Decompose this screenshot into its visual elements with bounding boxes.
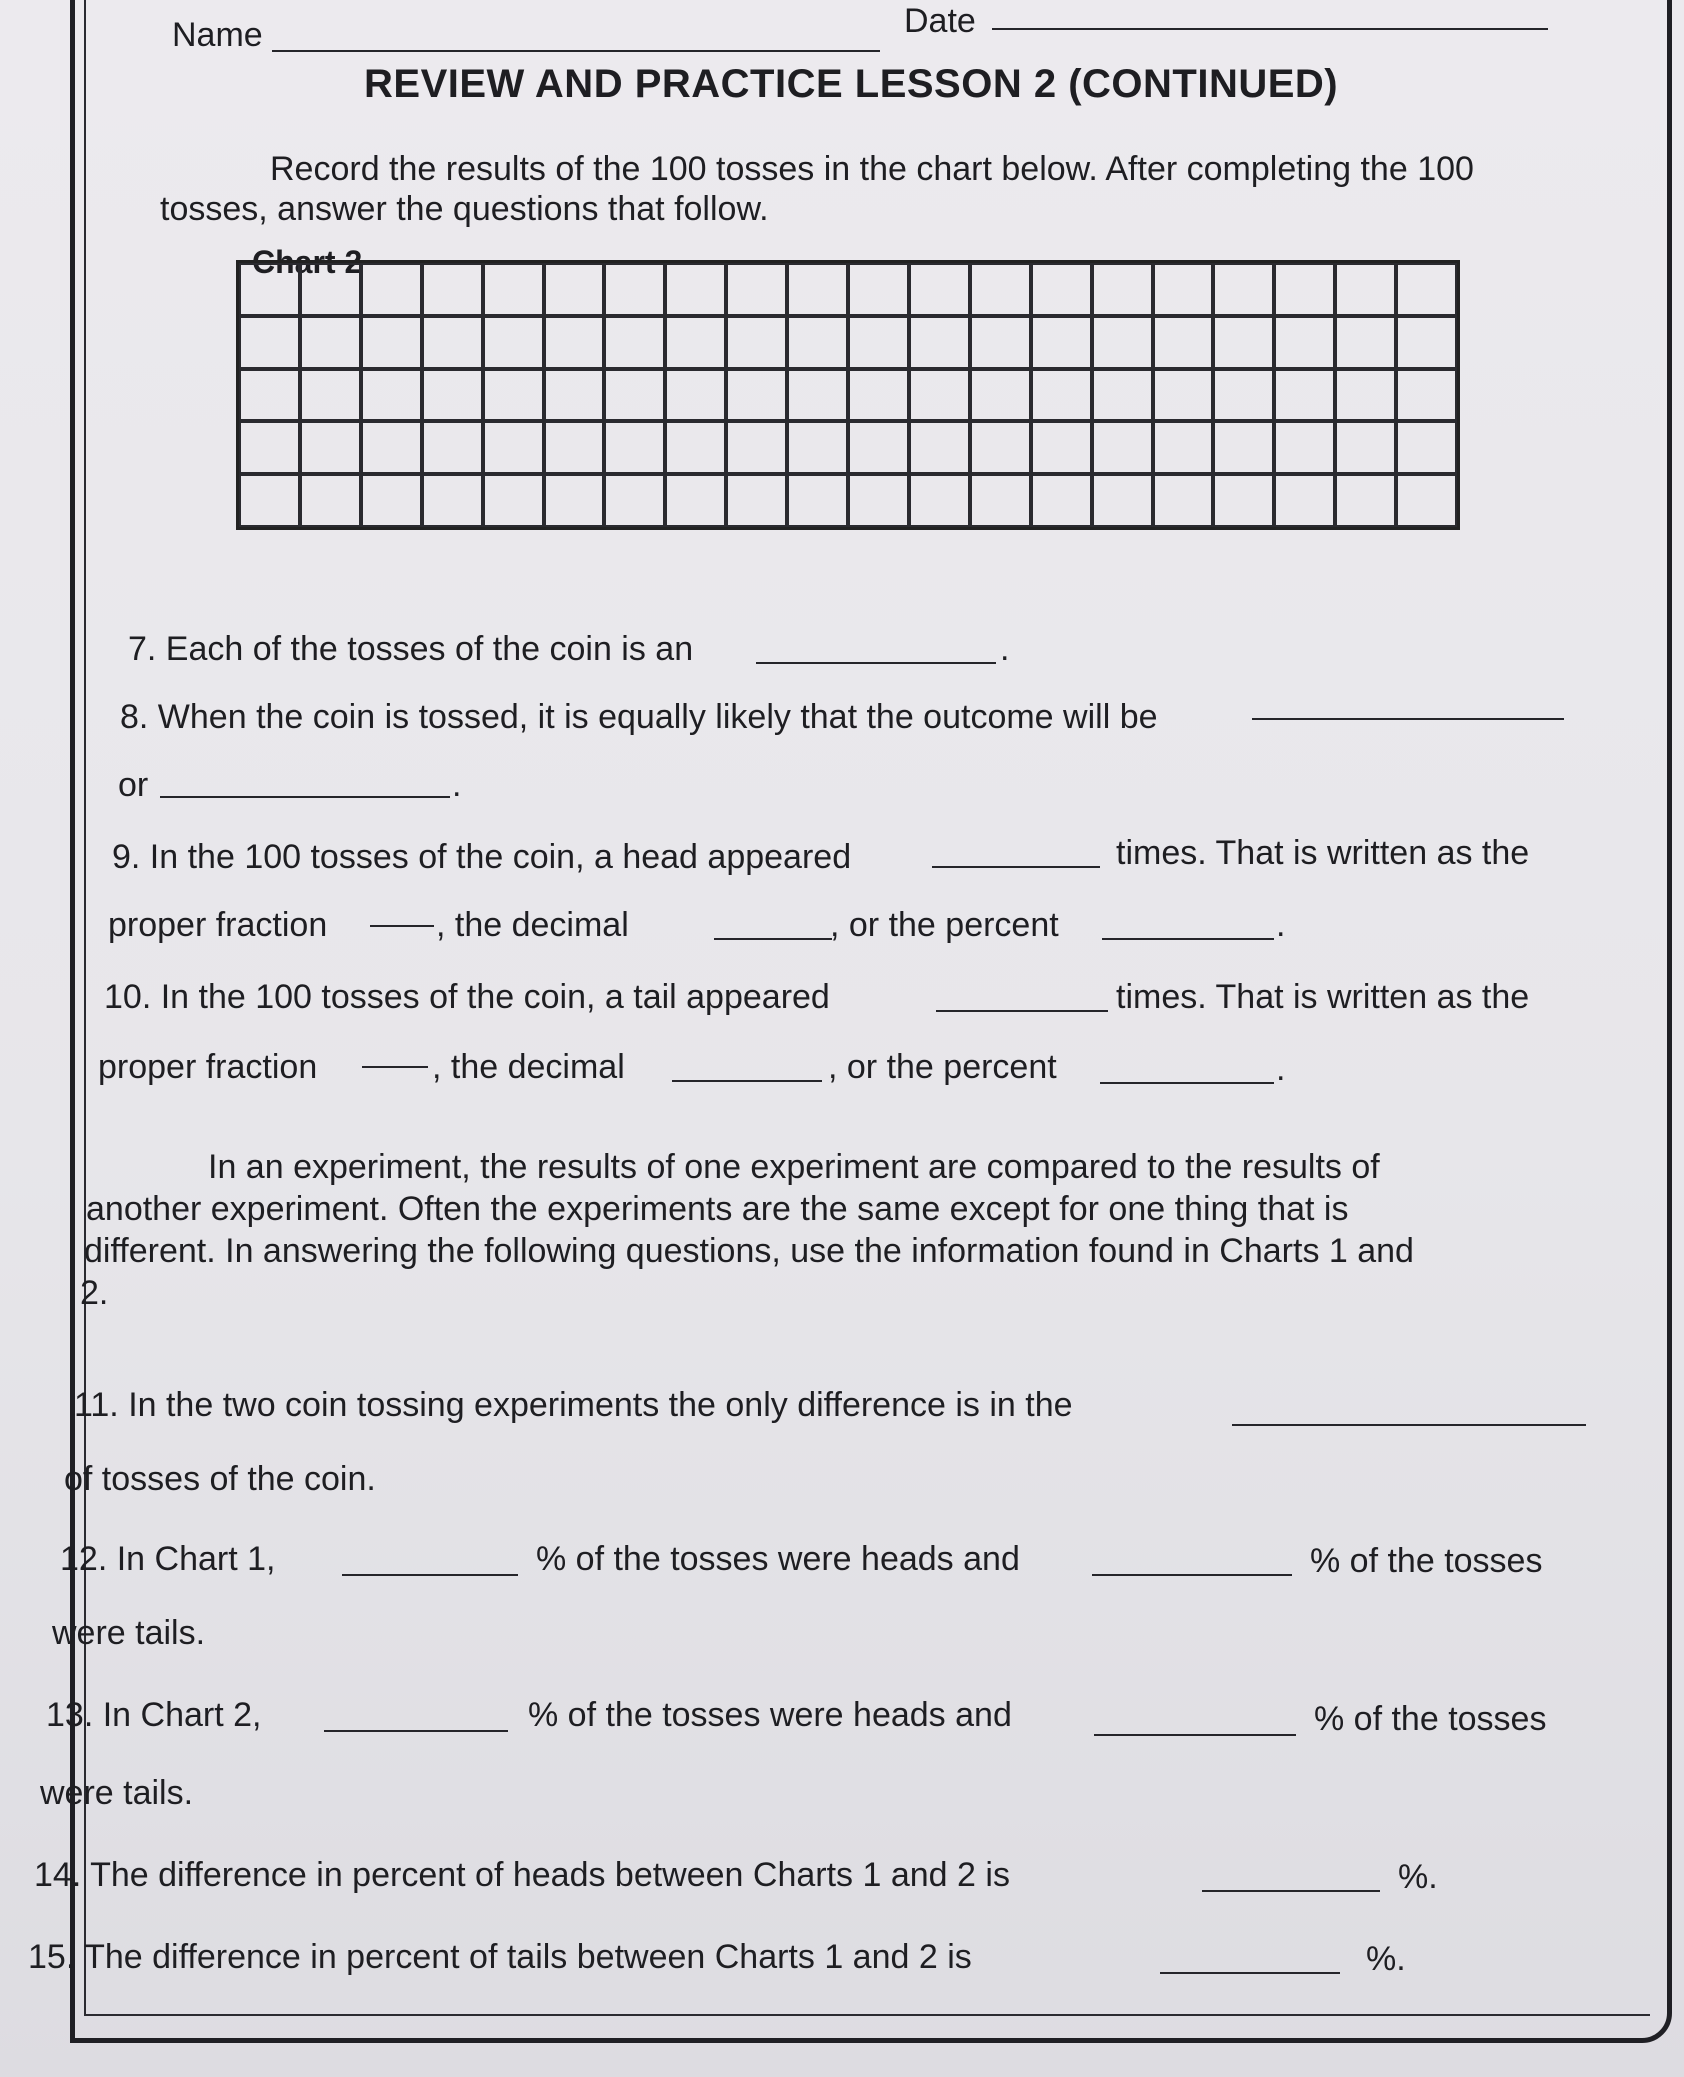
toss-cell[interactable]: [544, 369, 605, 422]
q9-percent-label: , or the percent: [830, 906, 1059, 944]
q11-answer-blank[interactable]: [1232, 1424, 1586, 1426]
toss-cell[interactable]: [544, 421, 605, 474]
toss-cell[interactable]: [970, 474, 1031, 527]
toss-cell[interactable]: [970, 316, 1031, 369]
toss-cell[interactable]: [909, 474, 970, 527]
q12-end: % of the tosses: [1310, 1542, 1543, 1580]
toss-cell[interactable]: [483, 474, 544, 527]
q9-percent-blank[interactable]: [1102, 938, 1274, 940]
toss-cell[interactable]: [361, 369, 422, 422]
toss-cell[interactable]: [909, 421, 970, 474]
toss-cell[interactable]: [1274, 474, 1335, 527]
toss-cell[interactable]: [848, 421, 909, 474]
experiment-para-line-1: In an experiment, the results of one experiment are compared to the results of: [208, 1148, 1380, 1186]
q10-end: .: [1276, 1050, 1286, 1088]
toss-cell[interactable]: [1335, 316, 1396, 369]
toss-cell[interactable]: [483, 316, 544, 369]
toss-cell[interactable]: [726, 263, 787, 316]
toss-cell[interactable]: [239, 474, 300, 527]
toss-cell[interactable]: [1213, 369, 1274, 422]
toss-cell[interactable]: [1031, 316, 1092, 369]
toss-cell[interactable]: [1335, 421, 1396, 474]
toss-cell[interactable]: [483, 369, 544, 422]
toss-cell[interactable]: [1213, 474, 1274, 527]
q9-end: .: [1276, 906, 1286, 944]
toss-cell[interactable]: [1031, 369, 1092, 422]
toss-cell[interactable]: [909, 316, 970, 369]
toss-cell[interactable]: [239, 369, 300, 422]
q10-text: 10. In the 100 tosses of the coin, a tail appeared: [104, 978, 830, 1016]
toss-cell[interactable]: [604, 263, 665, 316]
q9-text: 9. In the 100 tosses of the coin, a head appeared: [112, 838, 852, 876]
q8-text: 8. When the coin is tossed, it is equally likely that the outcome will be: [120, 698, 1158, 736]
experiment-para-line-4: 2.: [80, 1274, 109, 1312]
toss-cell[interactable]: [1092, 421, 1153, 474]
toss-cell[interactable]: [604, 474, 665, 527]
toss-cell[interactable]: [300, 369, 361, 422]
q11-line-2: of tosses of the coin.: [64, 1460, 376, 1498]
toss-cell[interactable]: [848, 316, 909, 369]
toss-cell[interactable]: [544, 474, 605, 527]
toss-cell[interactable]: [787, 369, 848, 422]
intro-line-2: tosses, answer the questions that follow.: [160, 190, 769, 228]
toss-cell[interactable]: [1274, 421, 1335, 474]
toss-cell[interactable]: [1153, 474, 1214, 527]
toss-cell[interactable]: [1092, 316, 1153, 369]
toss-cell[interactable]: [239, 263, 300, 316]
q12-line-2: were tails.: [52, 1614, 206, 1652]
toss-cell[interactable]: [1092, 369, 1153, 422]
q10-percent-blank[interactable]: [1100, 1082, 1274, 1084]
toss-cell[interactable]: [544, 263, 605, 316]
toss-cell[interactable]: [1274, 369, 1335, 422]
toss-cell[interactable]: [787, 421, 848, 474]
q13-mid: % of the tosses were heads and: [528, 1696, 1012, 1734]
q9-decimal-blank[interactable]: [714, 938, 832, 940]
q14-answer-blank[interactable]: [1202, 1890, 1380, 1892]
name-field[interactable]: [272, 50, 880, 52]
toss-cell[interactable]: [604, 369, 665, 422]
q15-text: 15. The difference in percent of tails between Charts 1 and 2 is: [28, 1938, 972, 1976]
q8-answer-blank-1[interactable]: [1252, 718, 1564, 720]
toss-cell[interactable]: [422, 421, 483, 474]
q9-decimal-label: , the decimal: [436, 906, 629, 944]
toss-cell[interactable]: [239, 316, 300, 369]
toss-cell[interactable]: [1396, 474, 1457, 527]
toss-cell[interactable]: [361, 421, 422, 474]
toss-cell[interactable]: [909, 369, 970, 422]
q13-end: % of the tosses: [1314, 1700, 1547, 1738]
toss-cell[interactable]: [909, 263, 970, 316]
toss-cell[interactable]: [787, 474, 848, 527]
q9-fraction-blank[interactable]: [370, 925, 434, 927]
toss-cell[interactable]: [1031, 474, 1092, 527]
toss-cell[interactable]: [1396, 421, 1457, 474]
intro-line-1: Record the results of the 100 tosses in the chart below. After completing the 100: [270, 150, 1474, 188]
date-label: Date: [904, 2, 976, 40]
toss-cell[interactable]: [422, 316, 483, 369]
toss-cell[interactable]: [1335, 369, 1396, 422]
q13-line-2: were tails.: [40, 1774, 194, 1812]
toss-cell[interactable]: [604, 421, 665, 474]
toss-cell[interactable]: [361, 474, 422, 527]
q8-or: or: [118, 766, 149, 804]
q7-end: .: [1000, 630, 1010, 668]
toss-cell[interactable]: [726, 421, 787, 474]
toss-cell[interactable]: [1153, 421, 1214, 474]
q14-text: 14. The difference in percent of heads between Charts 1 and 2 is: [34, 1856, 1010, 1894]
toss-cell[interactable]: [726, 474, 787, 527]
q13-heads-blank[interactable]: [324, 1730, 508, 1732]
q10-count-blank[interactable]: [936, 1010, 1108, 1012]
toss-cell[interactable]: [665, 316, 726, 369]
toss-cell[interactable]: [787, 316, 848, 369]
toss-cell[interactable]: [1031, 263, 1092, 316]
q12-mid: % of the tosses were heads and: [536, 1540, 1020, 1578]
toss-cell[interactable]: [787, 263, 848, 316]
toss-cell[interactable]: [1092, 263, 1153, 316]
toss-cell[interactable]: [726, 316, 787, 369]
toss-cell[interactable]: [1031, 421, 1092, 474]
toss-cell[interactable]: [1153, 263, 1214, 316]
q12-text: 12. In Chart 1,: [60, 1540, 276, 1578]
toss-cell[interactable]: [544, 316, 605, 369]
toss-cell[interactable]: [1213, 421, 1274, 474]
toss-cell[interactable]: [970, 263, 1031, 316]
q14-end: %.: [1398, 1858, 1438, 1896]
toss-cell[interactable]: [422, 369, 483, 422]
chart-label: Chart 2: [252, 244, 363, 280]
q7-text: 7. Each of the tosses of the coin is an: [128, 630, 694, 668]
toss-cell[interactable]: [483, 263, 544, 316]
toss-cell[interactable]: [1213, 263, 1274, 316]
toss-cell[interactable]: [726, 369, 787, 422]
q10-fraction-blank[interactable]: [362, 1066, 428, 1068]
toss-cell[interactable]: [300, 263, 361, 316]
toss-cell[interactable]: [665, 474, 726, 527]
q13-text: 13. In Chart 2,: [46, 1696, 262, 1734]
page-title: REVIEW AND PRACTICE LESSON 2 (CONTINUED): [364, 62, 1339, 106]
toss-cell[interactable]: [848, 474, 909, 527]
name-label: Name: [172, 16, 263, 54]
experiment-para-line-3: different. In answering the following questions, use the information found in Charts 1 and: [84, 1232, 1414, 1270]
toss-cell[interactable]: [848, 263, 909, 316]
q9-count-blank[interactable]: [932, 866, 1100, 868]
toss-cell[interactable]: [422, 263, 483, 316]
q10-fraction-label: proper fraction: [98, 1048, 318, 1086]
toss-cell[interactable]: [1213, 316, 1274, 369]
toss-cell[interactable]: [665, 369, 726, 422]
q7-answer-blank[interactable]: [756, 662, 996, 664]
toss-cell[interactable]: [300, 474, 361, 527]
toss-cell[interactable]: [1153, 369, 1214, 422]
q12-heads-blank[interactable]: [342, 1574, 518, 1576]
q10-decimal-label: , the decimal: [432, 1048, 625, 1086]
toss-cell[interactable]: [300, 421, 361, 474]
toss-cell[interactable]: [970, 369, 1031, 422]
q9-fraction-label: proper fraction: [108, 906, 328, 944]
toss-cell[interactable]: [1396, 369, 1457, 422]
toss-cell[interactable]: [665, 263, 726, 316]
date-field[interactable]: [992, 28, 1548, 30]
toss-cell[interactable]: [1092, 474, 1153, 527]
q9-times: times. That is written as the: [1116, 834, 1530, 872]
q13-tails-blank[interactable]: [1094, 1734, 1296, 1736]
q12-tails-blank[interactable]: [1092, 1574, 1292, 1576]
toss-cell[interactable]: [1274, 316, 1335, 369]
q8-end: .: [452, 766, 462, 804]
q10-decimal-blank[interactable]: [672, 1080, 822, 1082]
toss-cell[interactable]: [239, 421, 300, 474]
toss-cell[interactable]: [483, 421, 544, 474]
toss-cell[interactable]: [361, 263, 422, 316]
q8-answer-blank-2[interactable]: [160, 796, 450, 798]
toss-cell[interactable]: [422, 474, 483, 527]
toss-cell[interactable]: [1153, 316, 1214, 369]
toss-cell[interactable]: [604, 316, 665, 369]
q10-percent-label: , or the percent: [828, 1048, 1057, 1086]
toss-cell[interactable]: [970, 421, 1031, 474]
q15-answer-blank[interactable]: [1160, 1972, 1340, 1974]
toss-cell[interactable]: [1396, 263, 1457, 316]
toss-cell[interactable]: [1396, 316, 1457, 369]
toss-cell[interactable]: [1335, 263, 1396, 316]
q11-text: 11. In the two coin tossing experiments the only difference is in the: [74, 1386, 1073, 1424]
toss-cell[interactable]: [361, 316, 422, 369]
q15-end: %.: [1366, 1940, 1406, 1978]
toss-cell[interactable]: [1335, 474, 1396, 527]
toss-cell[interactable]: [665, 421, 726, 474]
q10-times: times. That is written as the: [1116, 978, 1530, 1016]
toss-chart-grid: [236, 260, 1460, 530]
toss-cell[interactable]: [1274, 263, 1335, 316]
toss-cell[interactable]: [848, 369, 909, 422]
toss-cell[interactable]: [300, 316, 361, 369]
experiment-para-line-2: another experiment. Often the experiments are the same except for one thing that is: [86, 1190, 1349, 1228]
